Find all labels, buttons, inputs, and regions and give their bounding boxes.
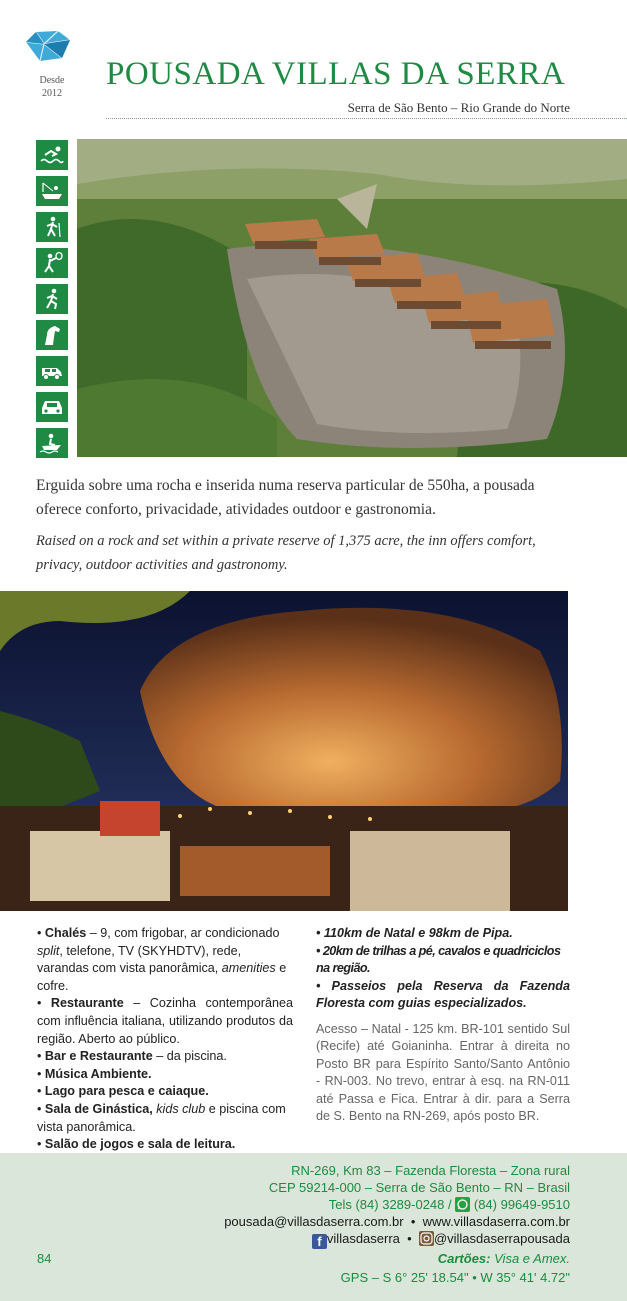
tennis-icon	[36, 248, 68, 278]
highlight-distances: • 110km de Natal e 98km de Pipa.	[316, 926, 513, 940]
intro-english: Raised on a rock and set within a private reserve of 1,375 acre, the inn offers comfort, privacy, outdoor activities and gastronomy.	[36, 533, 536, 573]
separator-dot: •	[410, 1214, 416, 1229]
access-directions: Acesso – Natal - 125 km. BR-101 sentido Sul (Recife) até Goianinha. Entrar à direita no Posto BR para Espírito Santo/Santo Antônio - RN-003. No trevo, entrar à esq. na RN-011 até Passa e Fica. Entrar à dir. para a Serra de S. Bento na RN-269, após posto BR.	[316, 1021, 570, 1124]
address-line-1: RN-269, Km 83 – Fazenda Floresta – Zona rural	[291, 1163, 570, 1178]
boat-fishing-icon	[36, 176, 68, 206]
amenity-restaurante: • Restaurante – Cozinha contemporânea com influência italiana, utilizando produtos da região. Aberto ao público.	[37, 996, 293, 1046]
horse-riding-icon	[36, 320, 68, 350]
amenity-bar: • Bar e Restaurante – da piscina.	[37, 1049, 227, 1064]
phone-numbers: Tels (84) 3289-0248 /	[328, 1197, 452, 1212]
activity-icons	[36, 140, 69, 464]
swimming-icon	[36, 140, 68, 170]
social-line	[312, 1230, 570, 1249]
page-title: POUSADA VILLAS DA SERRA	[106, 56, 566, 92]
page-subtitle: Serra de São Bento – Rio Grande do Norte	[347, 100, 570, 115]
facebook-icon: f	[312, 1234, 327, 1249]
amenity-salao: • Salão de jogos e sala de leitura.	[37, 1137, 236, 1152]
phone-line	[329, 1196, 570, 1213]
since-label: Desde 2012	[39, 75, 65, 99]
facebook-handle[interactable]: villasdaserra	[326, 1231, 400, 1246]
gps-coordinates: GPS – S 6° 25' 18.54" • W 35° 41' 4.72"	[340, 1270, 570, 1285]
separator-dot: •	[407, 1231, 412, 1246]
night-lounge-photo	[0, 591, 568, 911]
instagram-handle[interactable]: @villasdaserrapousada	[433, 1231, 570, 1246]
aerial-photo	[77, 139, 627, 457]
amenity-musica: • Música Ambiente.	[37, 1066, 152, 1081]
car-icon	[36, 392, 68, 422]
amenity-lago: • Lago para pesca e caiaque.	[37, 1084, 209, 1099]
whatsapp-icon	[455, 1197, 470, 1212]
website-link[interactable]: www.villasdaserra.com.br	[422, 1214, 570, 1229]
intro-portuguese: Erguida sobre uma rocha e inserida numa reserva particular de 550ha, a pousada oferece conforto, privacidade, atividades outdoor e gastronomia.	[36, 477, 535, 518]
running-icon	[36, 284, 68, 314]
cards-line: Cartões: Visa e Amex.	[437, 1251, 570, 1266]
amenity-ginastica: • Sala de Ginástica, kids club e piscina com vista panorâmica.	[37, 1101, 286, 1134]
hiking-icon	[36, 212, 68, 242]
offroad-vehicle-icon	[36, 356, 68, 386]
email-link[interactable]: pousada@villasdaserra.com.br	[224, 1214, 404, 1229]
whatsapp-number[interactable]: (84) 99649-9510	[473, 1197, 570, 1212]
jet-ski-icon	[36, 428, 68, 458]
page-number: 84	[37, 1251, 52, 1266]
title-divider	[106, 118, 627, 119]
highlight-passeios: • Passeios pela Reserva da Fazenda Floresta com guias especializados.	[316, 978, 570, 1011]
web-line	[224, 1213, 570, 1230]
address-line-2: CEP 59214-000 – Serra de São Bento – RN – Brasil	[268, 1180, 570, 1195]
gem-logo-icon	[22, 28, 72, 64]
highlights-column	[316, 925, 570, 1126]
highlight-trilhas: • 20km de trilhas a pé, cavalos e quadriciclos na região.	[316, 943, 561, 976]
amenities-column	[37, 925, 293, 1171]
instagram-icon	[419, 1231, 434, 1246]
contact-footer	[0, 1153, 627, 1301]
amenity-chales: • Chalés – 9, com frigobar, ar condicionado split, telefone, TV (SKYHDTV), rede, varandas com vista panorâmica, amenities e cofre.	[37, 926, 287, 993]
